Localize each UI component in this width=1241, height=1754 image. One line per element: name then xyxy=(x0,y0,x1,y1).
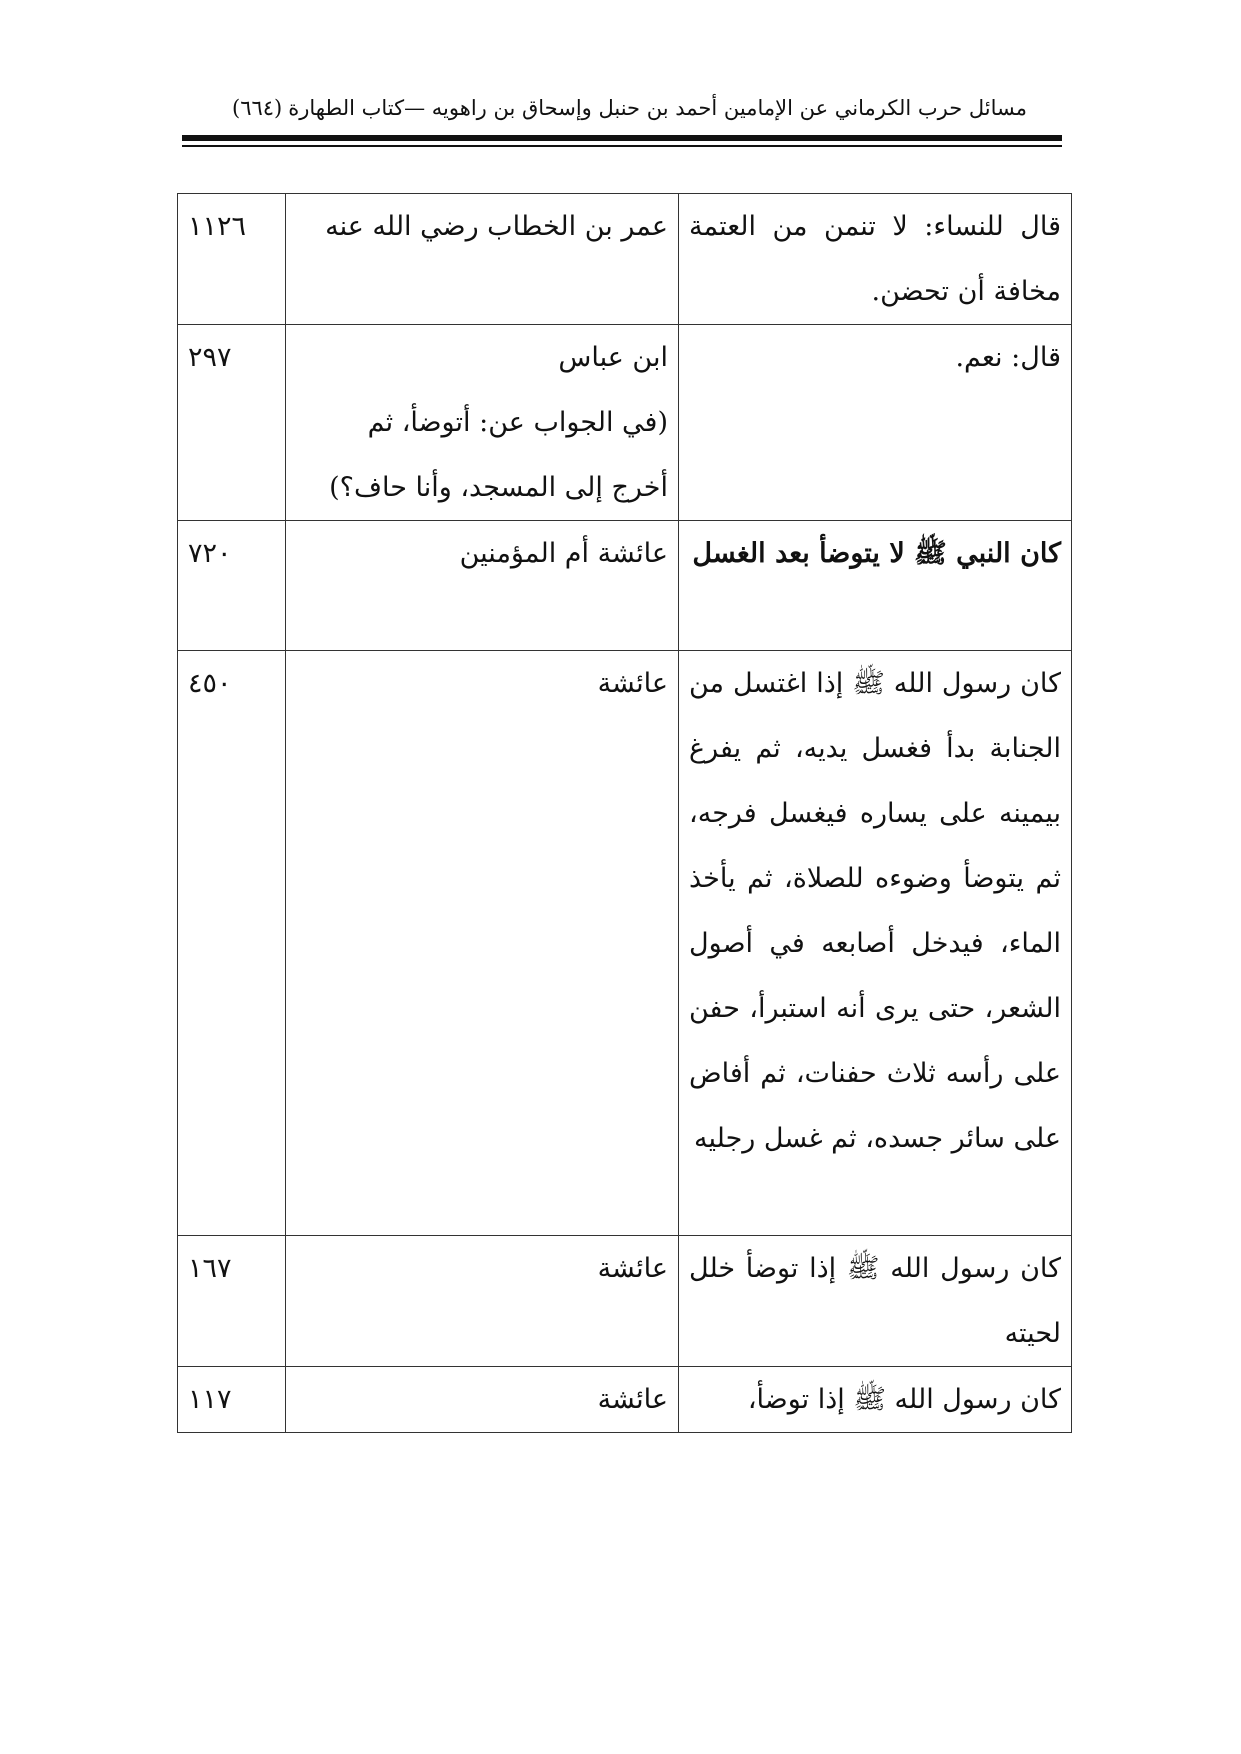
narrator-line: عائشة أم المؤمنين xyxy=(459,538,668,569)
narrator-line: عائشة xyxy=(597,668,668,699)
reference-number-cell: ١١٧ xyxy=(178,1367,286,1433)
narrator-line: ابن عباس xyxy=(558,342,668,373)
hadith-text-cell: كان رسول الله ﷺ إذا توضأ خلل لحيته xyxy=(679,1236,1072,1367)
hadith-text-cell: كان رسول الله ﷺ إذا توضأ، xyxy=(679,1367,1072,1433)
narrator-line: (في الجواب عن: أتوضأ، ثم xyxy=(367,407,668,438)
hadith-text-cell: قال للنساء: لا تنمن من العتمة مخافة أن تحضن. xyxy=(679,194,1072,325)
table-row xyxy=(178,651,1072,1236)
header-rule-thick xyxy=(182,135,1062,141)
narrator-cell xyxy=(286,1367,679,1433)
narrator-cell xyxy=(286,325,679,521)
narrator-cell xyxy=(286,651,679,1236)
hadith-text-cell: كان رسول الله ﷺ إذا اغتسل من الجنابة بدأ فغسل يديه، ثم يفرغ بيمينه على يساره فيغسل فرجه، ثم يتوضأ وضوءه للصلاة، ثم يأخذ الماء، فيدخل أصابعه في أصول الشعر، حتى يرى أنه استبرأ، حفن على رأسه ثلاث حفنات، ثم أفاض على سائر جسده، ثم غسل رجليه xyxy=(679,651,1072,1236)
page-header xyxy=(232,90,1027,130)
running-title: مسائل حرب الكرماني عن الإمامين أحمد بن حنبل وإسحاق بن راهويه —كتاب الطهارة xyxy=(288,96,1027,120)
reference-number-cell: ١٦٧ xyxy=(178,1236,286,1367)
narrator-line: عمر بن الخطاب رضي الله عنه xyxy=(325,211,668,242)
narrator-line: عائشة xyxy=(597,1384,668,1415)
hadith-index-table xyxy=(177,193,1072,1433)
table-row xyxy=(178,325,1072,521)
narrator-cell xyxy=(286,521,679,651)
table-body xyxy=(178,194,1072,1433)
reference-number-cell: ١١٢٦ xyxy=(178,194,286,325)
hadith-text-cell: قال: نعم. xyxy=(679,325,1072,521)
narrator-cell xyxy=(286,1236,679,1367)
table-row xyxy=(178,1367,1072,1433)
table-row xyxy=(178,1236,1072,1367)
narrator-line: عائشة xyxy=(597,1253,668,1284)
reference-number-cell: ٤٥٠ xyxy=(178,651,286,1236)
header-rule-thin xyxy=(182,145,1062,147)
table-row xyxy=(178,521,1072,651)
reference-number-cell: ٢٩٧ xyxy=(178,325,286,521)
table-row xyxy=(178,194,1072,325)
page-number: (٦٦٤) xyxy=(232,96,283,120)
narrator-cell xyxy=(286,194,679,325)
reference-number-cell: ٧٢٠ xyxy=(178,521,286,651)
hadith-text-cell: كان النبي ﷺ لا يتوضأ بعد الغسل xyxy=(679,521,1072,651)
narrator-line: أخرج إلى المسجد، وأنا حاف؟) xyxy=(329,472,668,503)
